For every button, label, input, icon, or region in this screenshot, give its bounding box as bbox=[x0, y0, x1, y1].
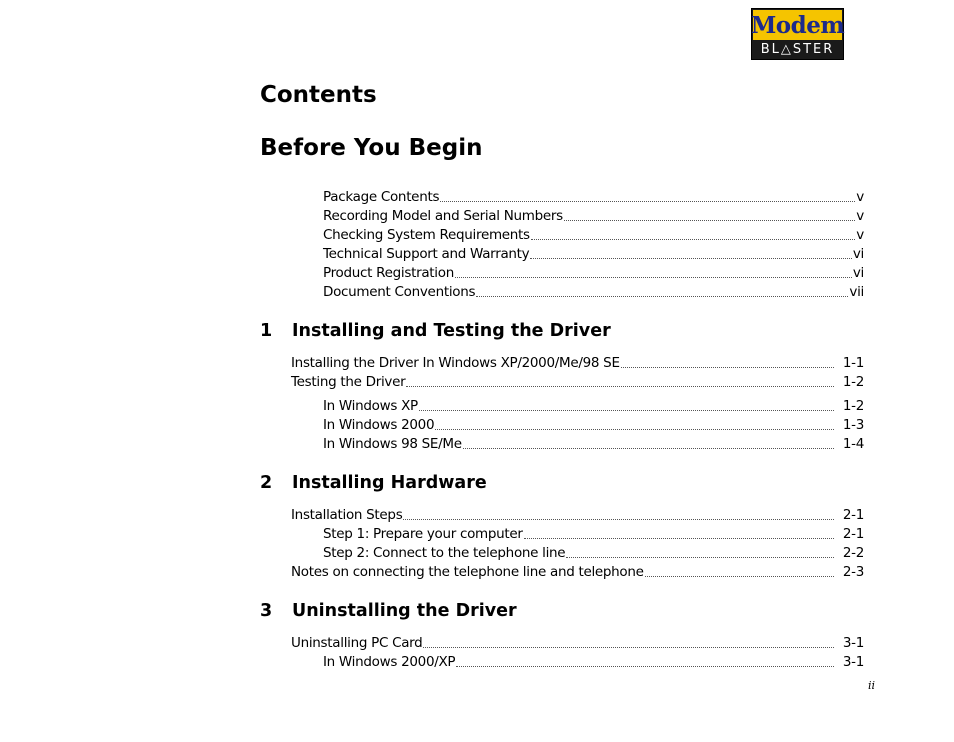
toc-entry-page: 1-1 bbox=[842, 355, 864, 371]
logo-modem-text: Modem bbox=[750, 11, 845, 39]
toc-leader bbox=[455, 264, 852, 278]
toc-entry-page: 1-2 bbox=[842, 374, 864, 390]
toc-entry-page: 3-1 bbox=[842, 654, 864, 670]
toc-entry-title: Uninstalling PC Card bbox=[291, 635, 423, 651]
chapter-number: 3 bbox=[260, 601, 273, 621]
toc-entry[interactable] bbox=[291, 373, 864, 392]
toc-leader bbox=[403, 506, 833, 520]
toc-entry-title: In Windows 2000 bbox=[323, 417, 435, 433]
chapter-heading-2 bbox=[260, 472, 487, 494]
toc-entry-page: 2-1 bbox=[842, 507, 864, 523]
toc-leader bbox=[564, 207, 855, 221]
toc-entry-title: Checking System Requirements bbox=[323, 227, 530, 243]
toc-entry[interactable] bbox=[323, 435, 864, 454]
toc-entry[interactable] bbox=[323, 525, 864, 544]
toc-leader bbox=[531, 226, 856, 240]
toc-entry-title: Step 1: Prepare your computer bbox=[323, 526, 523, 542]
toc-leader bbox=[476, 283, 848, 297]
toc-entry[interactable] bbox=[323, 245, 864, 264]
toc-entry[interactable] bbox=[323, 653, 864, 672]
toc-entry[interactable] bbox=[323, 544, 864, 563]
toc-entry-page: v bbox=[856, 189, 864, 205]
toc-entry-title: Package Contents bbox=[323, 189, 440, 205]
toc-leader bbox=[530, 245, 851, 259]
toc-entry[interactable] bbox=[323, 207, 864, 226]
toc-entry-title: Recording Model and Serial Numbers bbox=[323, 208, 563, 224]
toc-entry-page: 1-3 bbox=[842, 417, 864, 433]
modem-blaster-logo bbox=[751, 8, 844, 60]
toc-entry-page: 2-2 bbox=[842, 545, 864, 561]
toc-entry-page: 2-3 bbox=[842, 564, 864, 580]
toc-leader bbox=[435, 416, 834, 430]
toc-entry-title: Testing the Driver bbox=[291, 374, 406, 390]
toc-leader bbox=[463, 435, 834, 449]
toc-entry-page: v bbox=[856, 227, 864, 243]
toc-entry-title: Product Registration bbox=[323, 265, 454, 281]
toc-entry-page: 2-1 bbox=[842, 526, 864, 542]
logo-blaster-text: BL△STER bbox=[753, 40, 842, 58]
toc-entry-page: 3-1 bbox=[842, 635, 864, 651]
toc-leader bbox=[524, 525, 834, 539]
toc-entry[interactable] bbox=[291, 563, 864, 582]
toc-entry[interactable] bbox=[323, 188, 864, 207]
toc-entry[interactable] bbox=[291, 354, 864, 373]
toc-leader bbox=[621, 354, 834, 368]
toc-entry-page: 1-4 bbox=[842, 436, 864, 452]
toc-entry-title: Installation Steps bbox=[291, 507, 403, 523]
section-heading-before-you-begin: Before You Begin bbox=[260, 135, 483, 161]
toc-leader bbox=[456, 653, 834, 667]
toc-entry-title: Notes on connecting the telephone line and telephone bbox=[291, 564, 644, 580]
toc-leader bbox=[440, 188, 855, 202]
chapter-number: 2 bbox=[260, 473, 273, 493]
toc-entry-title: In Windows 2000/XP bbox=[323, 654, 456, 670]
toc-entry-title: Technical Support and Warranty bbox=[323, 246, 530, 262]
chapter-title: Installing Hardware bbox=[292, 473, 487, 493]
toc-entry[interactable] bbox=[323, 416, 864, 435]
toc-leader bbox=[406, 373, 834, 387]
toc-leader bbox=[423, 634, 833, 648]
page-title: Contents bbox=[260, 82, 377, 108]
toc-leader bbox=[566, 544, 834, 558]
toc-entry[interactable] bbox=[291, 506, 864, 525]
toc-entry-page: 1-2 bbox=[842, 398, 864, 414]
toc-entry-title: In Windows 98 SE/Me bbox=[323, 436, 462, 452]
toc-entry-page: vi bbox=[852, 265, 864, 281]
chapter-heading-3 bbox=[260, 600, 517, 622]
toc-leader bbox=[419, 397, 834, 411]
toc-entry-title: Document Conventions bbox=[323, 284, 476, 300]
toc-leader bbox=[645, 563, 834, 577]
toc-entry-title: In Windows XP bbox=[323, 398, 418, 414]
chapter-title: Uninstalling the Driver bbox=[292, 601, 517, 621]
page-number: ii bbox=[868, 679, 876, 692]
toc-entry[interactable] bbox=[323, 226, 864, 245]
toc-entry-title: Installing the Driver In Windows XP/2000/Me/98 SE bbox=[291, 355, 620, 371]
toc-entry-page: vii bbox=[849, 284, 864, 300]
toc-entry[interactable] bbox=[323, 397, 864, 416]
chapter-number: 1 bbox=[260, 321, 273, 341]
chapter-heading-1 bbox=[260, 320, 611, 342]
toc-entry-page: vi bbox=[852, 246, 864, 262]
chapter-title: Installing and Testing the Driver bbox=[292, 321, 611, 341]
toc-entry-title: Step 2: Connect to the telephone line bbox=[323, 545, 566, 561]
toc-entry[interactable] bbox=[323, 264, 864, 283]
toc-entry[interactable] bbox=[323, 283, 864, 302]
toc-entry[interactable] bbox=[291, 634, 864, 653]
toc-entry-page: v bbox=[856, 208, 864, 224]
